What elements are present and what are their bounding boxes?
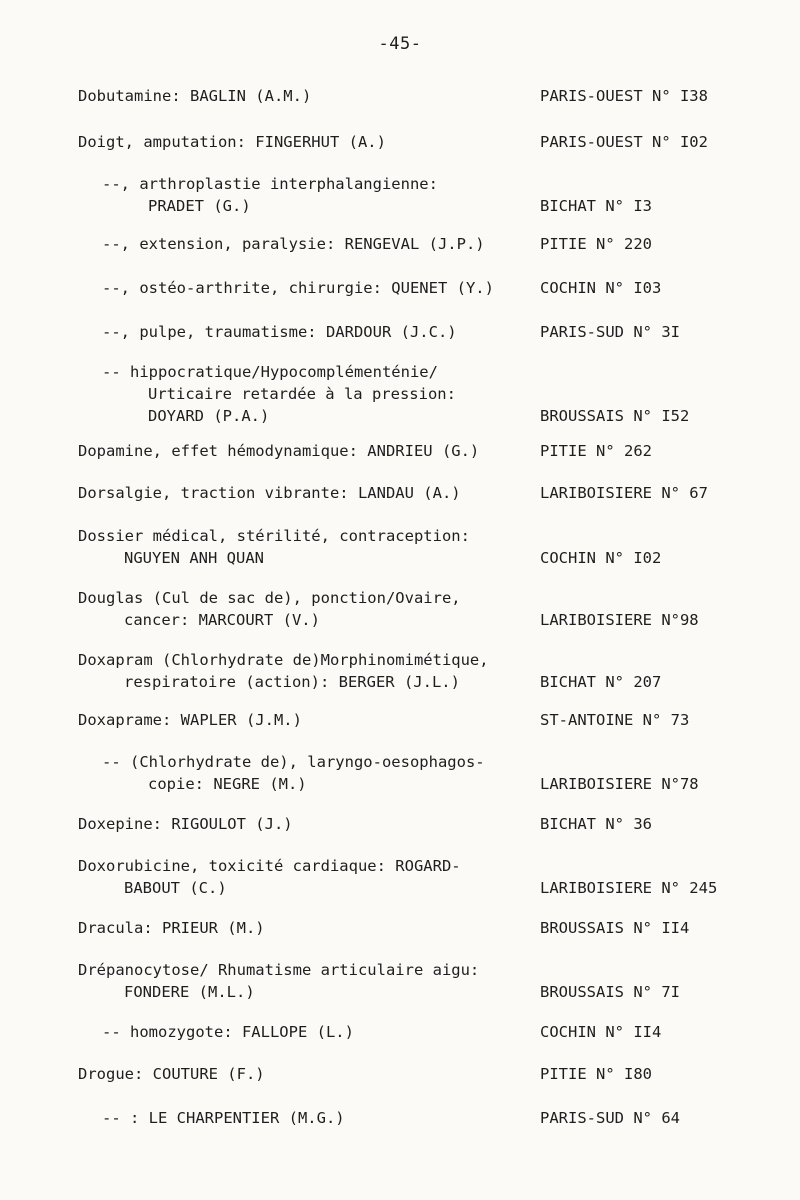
index-entry — [0, 855, 800, 899]
entry-reference: PARIS-SUD N° 64 — [540, 1109, 680, 1127]
entry-heading: -- homozygote: FALLOPE (L.) — [102, 1023, 354, 1041]
entry-continuation: Urticaire retardée à la pression: — [148, 385, 456, 403]
entry-reference: LARIBOISIERE N°98 — [540, 611, 699, 629]
index-entry — [0, 173, 800, 217]
entry-heading: --, ostéo-arthrite, chirurgie: QUENET (Y.) — [102, 279, 494, 297]
entry-continuation: FONDERE (M.L.) — [124, 983, 255, 1001]
index-entry — [0, 709, 800, 731]
index-entry — [0, 277, 800, 299]
index-entry — [0, 85, 800, 107]
index-entry — [0, 131, 800, 153]
index-entry — [0, 813, 800, 835]
entry-reference: LARIBOISIERE N° 245 — [540, 879, 718, 897]
index-entry — [0, 1107, 800, 1129]
entry-continuation: BABOUT (C.) — [124, 879, 227, 897]
entry-continuation: DOYARD (P.A.) — [148, 407, 270, 425]
entry-reference: ST-ANTOINE N° 73 — [540, 711, 690, 729]
entry-reference: COCHIN N° I03 — [540, 279, 662, 297]
entry-heading: Dopamine, effet hémodynamique: ANDRIEU (G.) — [78, 442, 480, 460]
entry-reference: BICHAT N° 36 — [540, 815, 652, 833]
entry-heading: Doxorubicine, toxicité cardiaque: ROGARD- — [78, 857, 461, 875]
entry-reference: PARIS-OUEST N° I02 — [540, 133, 708, 151]
entry-reference: PITIE N° 220 — [540, 235, 652, 253]
entry-reference: LARIBOISIERE N° 67 — [540, 484, 708, 502]
entry-heading: Doxaprame: WAPLER (J.M.) — [78, 711, 302, 729]
entry-heading: --, extension, paralysie: RENGEVAL (J.P.) — [102, 235, 485, 253]
entry-heading: -- hippocratique/Hypocomplémenténie/ — [102, 363, 438, 381]
entry-reference: BROUSSAIS N° I52 — [540, 407, 690, 425]
entry-heading: Dracula: PRIEUR (M.) — [78, 919, 265, 937]
entry-reference: PITIE N° 262 — [540, 442, 652, 460]
entry-reference: LARIBOISIERE N°78 — [540, 775, 699, 793]
index-entry — [0, 959, 800, 1003]
entry-continuation: copie: NEGRE (M.) — [148, 775, 307, 793]
entry-heading: -- (Chlorhydrate de), laryngo-oesophagos- — [102, 753, 485, 771]
entry-heading: Doxepine: RIGOULOT (J.) — [78, 815, 293, 833]
entry-continuation: PRADET (G.) — [148, 197, 251, 215]
entry-reference: BROUSSAIS N° 7I — [540, 983, 680, 1001]
index-entry — [0, 321, 800, 343]
entry-reference: PARIS-OUEST N° I38 — [540, 87, 708, 105]
entry-heading: -- : LE CHARPENTIER (M.G.) — [102, 1109, 345, 1127]
entry-heading: --, pulpe, traumatisme: DARDOUR (J.C.) — [102, 323, 457, 341]
entry-reference: PARIS-SUD N° 3I — [540, 323, 680, 341]
index-entry — [0, 233, 800, 255]
entry-reference: COCHIN N° II4 — [540, 1023, 662, 1041]
index-entry — [0, 587, 800, 631]
entry-reference: COCHIN N° I02 — [540, 549, 662, 567]
entry-heading: Doigt, amputation: FINGERHUT (A.) — [78, 133, 386, 151]
page-number: -45- — [378, 34, 422, 54]
entry-heading: Dossier médical, stérilité, contraception: — [78, 527, 470, 545]
index-entry — [0, 751, 800, 795]
entry-reference: BICHAT N° 207 — [540, 673, 662, 691]
entry-heading: --, arthroplastie interphalangienne: — [102, 175, 438, 193]
entry-reference: BICHAT N° I3 — [540, 197, 652, 215]
index-entry — [0, 1021, 800, 1043]
index-entry — [0, 917, 800, 939]
entry-heading: Drépanocytose/ Rhumatisme articulaire aigu: — [78, 961, 480, 979]
entry-heading: Drogue: COUTURE (F.) — [78, 1065, 265, 1083]
entry-continuation: NGUYEN ANH QUAN — [124, 549, 264, 567]
index-entry — [0, 525, 800, 569]
entry-reference: BROUSSAIS N° II4 — [540, 919, 690, 937]
entry-continuation: cancer: MARCOURT (V.) — [124, 611, 320, 629]
entry-heading: Douglas (Cul de sac de), ponction/Ovaire, — [78, 589, 461, 607]
entry-heading: Dobutamine: BAGLIN (A.M.) — [78, 87, 312, 105]
index-entry — [0, 1063, 800, 1085]
entry-continuation: respiratoire (action): BERGER (J.L.) — [124, 673, 460, 691]
entry-reference: PITIE N° I80 — [540, 1065, 652, 1083]
index-entry — [0, 440, 800, 462]
index-entry — [0, 649, 800, 693]
entry-heading: Doxapram (Chlorhydrate de)Morphinomimétique, — [78, 651, 489, 669]
index-entry — [0, 482, 800, 504]
index-entry — [0, 361, 800, 427]
entry-heading: Dorsalgie, traction vibrante: LANDAU (A.) — [78, 484, 461, 502]
